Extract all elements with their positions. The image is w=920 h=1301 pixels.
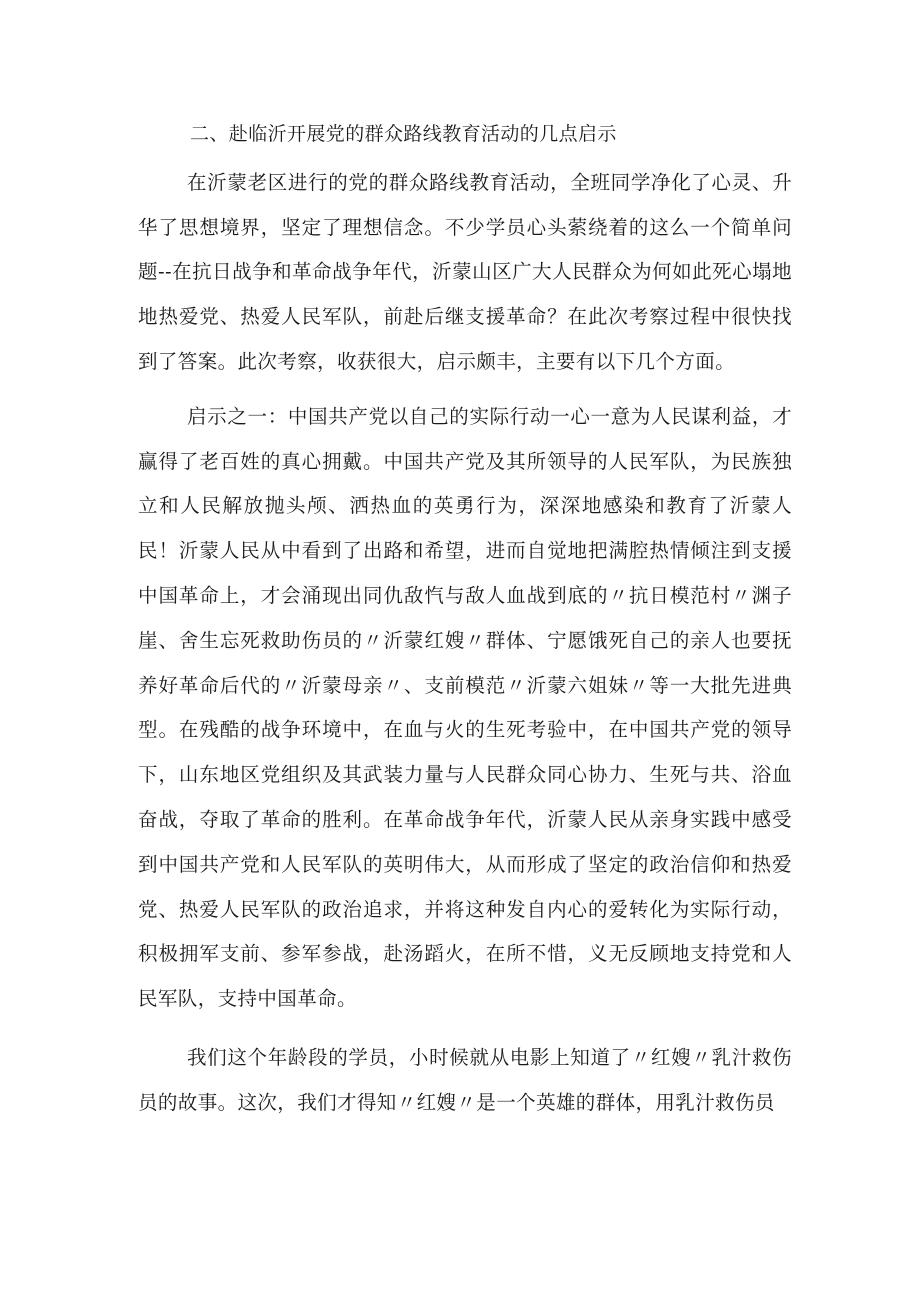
section-heading: 二、赴临沂开展党的群众路线教育活动的几点启示 — [190, 123, 617, 145]
paragraph-3: 我们这个年龄段的学员，小时候就从电影上知道了〃红嫂〃乳汁救伤员的故事。这次，我们才得知〃红嫂〃是一个英雄的群体，用乳汁救伤员 — [138, 1045, 792, 1114]
document-body — [138, 112, 792, 1126]
paragraph-2: 启示之一：中国共产党以自己的实际行动一心一意为人民谋利益，才赢得了老百姓的真心拥戴。中国共产党及其所领导的人民军队，为民族独立和人民解放抛头颅、洒热血的英勇行为，深深地感染和教育了沂蒙人民！沂蒙人民从中看到了出路和希望，进而自觉地把满腔热情倾注到支援中国革命上，才会涌现出同仇敌忾与敌人血战到底的〃抗日模范村〃渊子崖、舍生忘死救助伤员的〃沂蒙红嫂〃群体、宁愿饿死自己的亲人也要抚养好革命后代的〃沂蒙母亲〃、支前模范〃沂蒙六姐妹〃等一大批先进典型。在残酷的战争环境中，在血与火的生死考验中，在中国共产党的领导下，山东地区党组织及其武装力量与人民群众同心协力、生死与共、浴血奋战，夺取了革命的胜利。在革命战争年代，沂蒙人民从亲身实践中感受到中国共产党和人民军队的英明伟大，从而形成了坚定的政治信仰和热爱党、热爱人民军队的政治追求，并将这种发自内心的爱转化为实际行动，积极拥军支前、参军参战，赴汤蹈火，在所不惜，义无反顾地支持党和人民军队，支持中国革命。 — [138, 404, 792, 1011]
paragraph-1: 在沂蒙老区进行的党的群众路线教育活动，全班同学净化了心灵、升华了思想境界，坚定了理想信念。不少学员心头萦绕着的这么一个简单问题--在抗日战争和革命战争年代，沂蒙山区广大人民群众为何如此死心塌地地热爱党、热爱人民军队，前赴后继支援革命？在此次考察过程中很快找到了答案。此次考察，收获很大，启示颇丰，主要有以下几个方面。 — [138, 170, 792, 373]
